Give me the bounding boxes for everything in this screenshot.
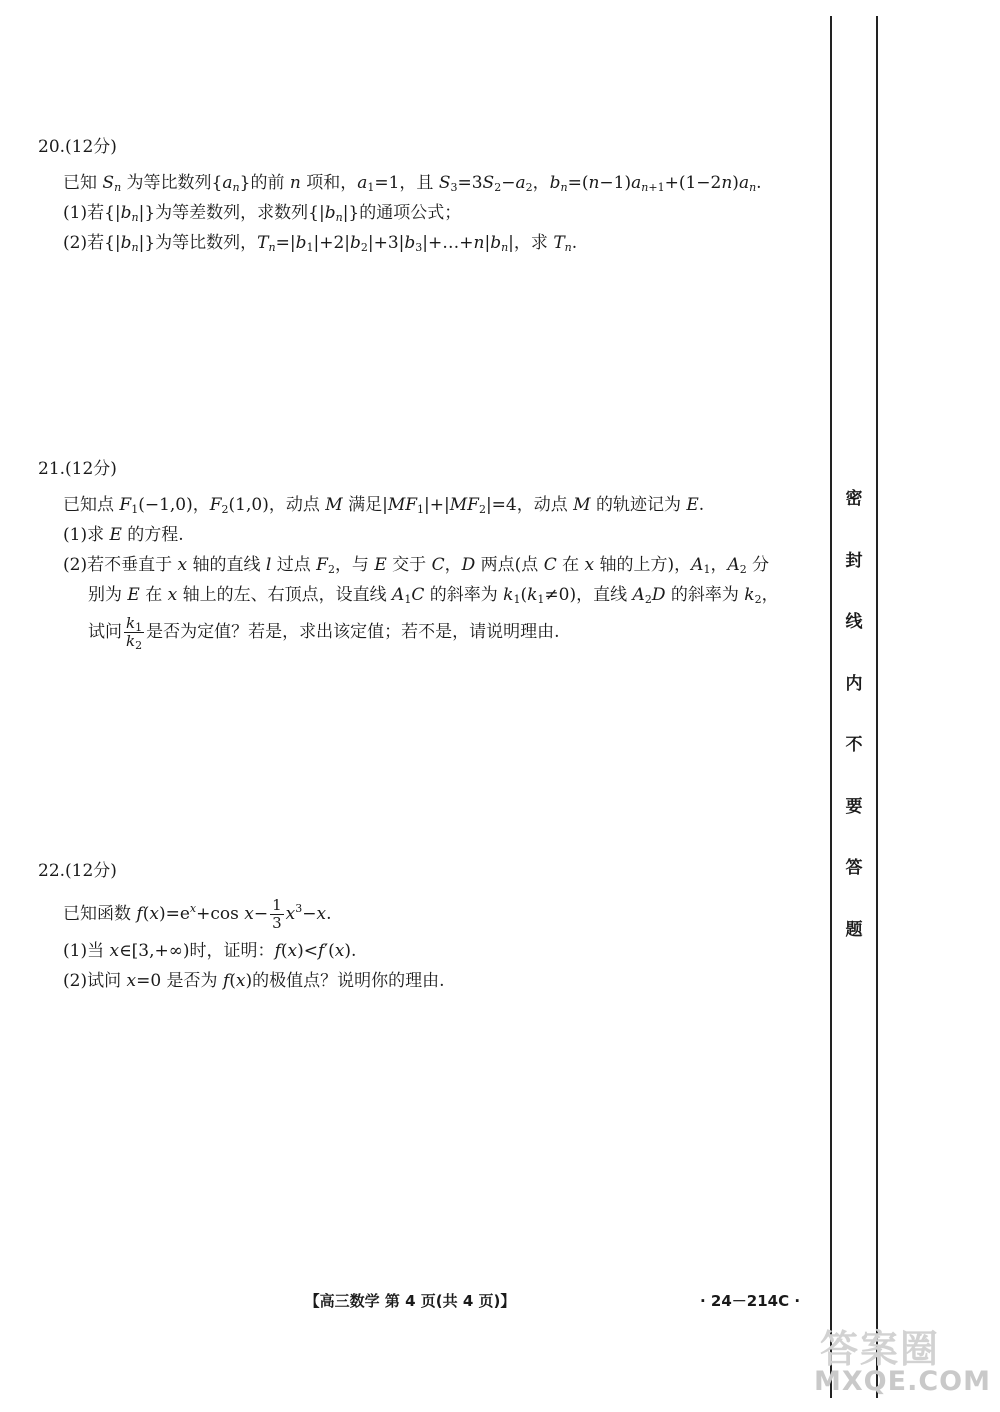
problem-21 (38, 458, 808, 654)
problem-header: 22.(12分) (38, 861, 117, 881)
problem-header: 20.(12分) (38, 137, 117, 157)
problem-header: 21.(12分) (38, 459, 117, 479)
sub-question-2-cont: 试问 $\frac{k_1}{k_2}$ 是否为定值？若是，求出该定值；若不是，请说明理由. (88, 614, 560, 652)
problem-22 (38, 860, 808, 996)
sub-question-1: (1)若$\{|b_n|\}$为等差数列，求数列$\{|b_n|\}$的通项公式； (63, 203, 462, 224)
sub-question-2: (2)若$\{|b_n|\}$为等比数列，$T_n=|b_1|+2|b_2|+3|b_3|+\dots+n|b_n|$，求 $T_n$. (63, 233, 578, 254)
seal-char: 要 (845, 796, 863, 817)
seal-char: 密 (845, 489, 863, 509)
sub-question-2: (2)试问 x=0 是否为 f(x)的极值点？说明你的理由. (63, 971, 445, 991)
seal-char: 不 (845, 735, 863, 755)
seal-char: 内 (845, 673, 863, 694)
sub-question-2-cont: 别为 E 在 x 轴上的左、右顶点，设直线 $A_1C$ 的斜率为 $k_1(k_1\ne 0)$，直线 $A_2D$ 的斜率为 $k_2$， (88, 585, 779, 606)
seal-line-right (876, 16, 878, 1398)
sub-question-1: (1)当 x∈[3,+∞)时，证明：f(x)<f′(x). (63, 941, 357, 961)
seal-warning-text (841, 484, 867, 976)
sub-question-2: (2)若不垂直于 x 轴的直线 l 过点 $F_2$，与 E 交于 C，D 两点(点 C 在 x 轴的上方)，$A_1$，$A_2$ 分 (63, 555, 770, 576)
seal-line-left (830, 16, 832, 1398)
seal-char: 答 (845, 858, 863, 878)
page-footer-label: 【高三数学 第 4 页(共 4 页)】 (304, 1292, 516, 1310)
problem-20 (38, 136, 808, 258)
seal-char: 封 (845, 550, 863, 571)
watermark-cn: 答案圈 (820, 1327, 941, 1371)
problem-statement: 已知 $S_n$ 为等比数列$\{a_n\}$的前 n 项和，$a_1=1$，且 $S_3=3S_2-a_2$，$b_n=(n-1)a_{n+1}+(1-2n)a_n$. (63, 173, 762, 194)
seal-char: 题 (845, 919, 863, 940)
watermark-logo (812, 1318, 991, 1402)
exam-code: · 24－214C · (700, 1292, 801, 1310)
seal-char: 线 (845, 612, 863, 632)
watermark-en: MXQE.COM (814, 1366, 991, 1397)
problem-statement: 已知函数 $f(x)=e^x+\cos$ x− $\frac{1}{3}$ $x^3-x$. (63, 896, 332, 932)
sub-question-1: (1)求 E 的方程. (63, 525, 184, 545)
problem-statement: 已知点 $F_1(-1,0)$，$F_2(1,0)$，动点 M 满足$|MF_1|+|MF_2|=4$，动点 M 的轨迹记为 E. (63, 495, 705, 516)
